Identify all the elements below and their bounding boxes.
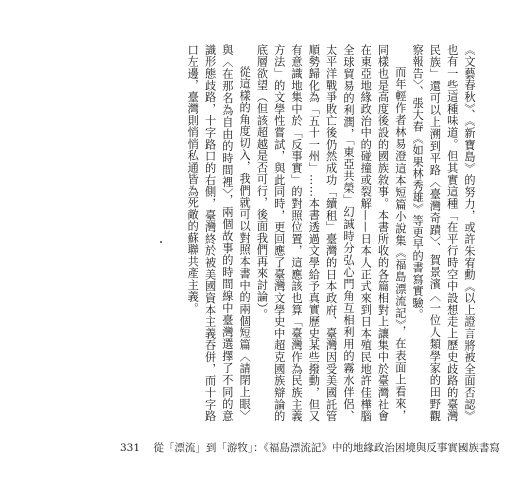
page-footer — [120, 440, 500, 455]
page-number: 331 — [120, 442, 141, 454]
paragraph-3: 從這樣的角度切入，我們就可以對照本書中的兩個短篇〈請閉上眼〉與〈在那名為自由的時間裡〉，兩個故事的時間線中臺灣選擇了不同的意識形態歧路，十字路口的右側，臺灣終於被美國資本主義吞併，而十字路口左邊，臺灣則悄悄私通皆為死敵的蘇聯共產主義。 — [186, 44, 252, 422]
stray-mark — [160, 241, 162, 243]
paragraph-1: 《文藝春秋》、《新寶島》的努力，或許朱宥勳《以上證言將被全面否認》也有一些這種味道。但其實這種「在平行時空中設想走上歷史歧路的臺灣民族」還可以上溯到平路〈臺灣奇蹟〉、賀景濱〈一位人類學家的田野觀察報告〉、張大春《如果林秀雄》等更早的書寫實驗。 — [411, 44, 476, 422]
running-title: 從「漂流」到「游牧」：《福島漂流記》中的地緣政治困境與反事實國族書寫 — [153, 442, 500, 454]
vertical-text-block — [36, 44, 478, 422]
paragraph-2: 而年輕作者林易澄這本短篇小說集《福島漂流記》，在表面上看來，同樣也是高度後設的國族敘事。本書所收的各篇相對上讓集中於臺灣社會在東亞地緣政治中的碰撞或裂解——日本人正式來到日本殖民地許佳樺腦全球貿易的利潤，「東亞共榮」幻誠時分弘心門角互相利用的霧水伴侶、太平洋戰爭敗亡後仍然成功「續租」臺灣的日本政府、臺灣因受美國託管順勢歸化為「五十一州」……本書透過文學給予真實歷史某些撥動，但又有意識地集中於「反事實」的對照位置，這應該也算「臺灣作為民族主義方法」的文學性嘗試，與此同時，更回應了臺灣文學史中超克國族辯論的底層欲望（但該超越是否可行，後面我們再來討論）。 — [255, 44, 407, 422]
